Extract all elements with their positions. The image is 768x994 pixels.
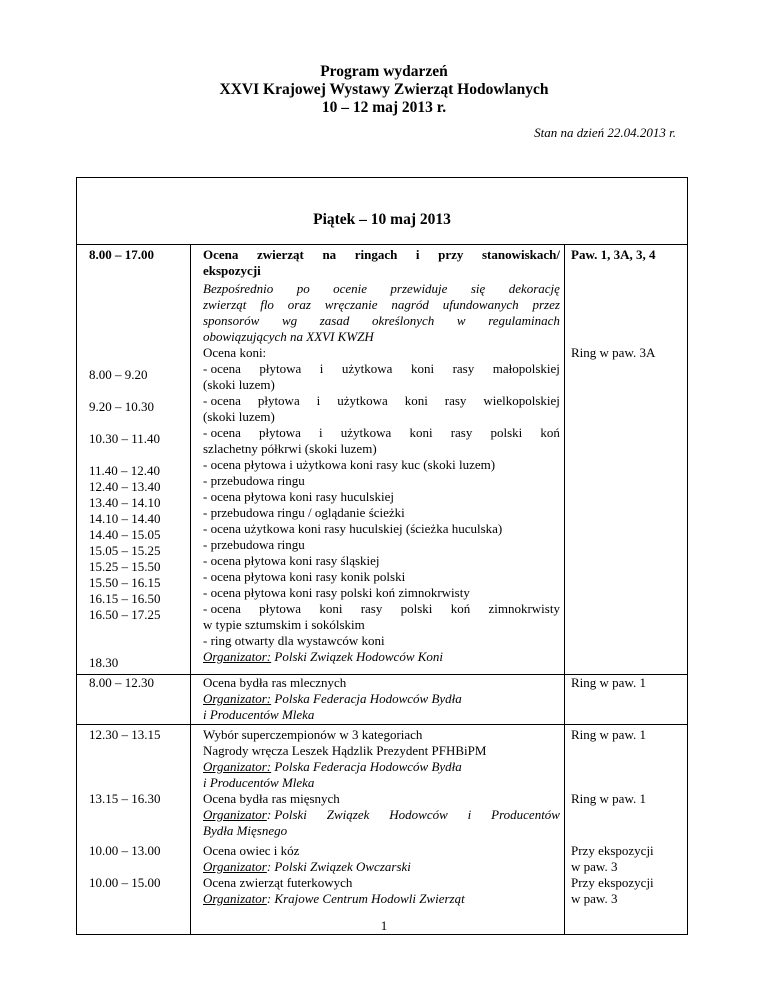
row-title: Ocena zwierząt na ringach i przy stanowiskach/ ekspozycji [203, 247, 560, 278]
organizer: Organizator: Polski Związek Hodowców i Producentów [203, 807, 560, 822]
organizer: Organizator: Polski Związek Owczarski [203, 859, 411, 874]
row-event: Wybór superczempionów w 3 kategoriach Nagrody wręcza Leszek Hądzlik Prezydent PFHBiPM Organizator: Polska Federacja Hodowców Bydła i Producentów Mleka [203, 727, 487, 790]
organizer: Organizator: Polski Związek Hodowców Koni [203, 649, 444, 664]
row-time: 10.00 – 15.00 [89, 875, 161, 890]
horses-time: 16.15 – 16.50 [89, 591, 161, 606]
horses-title: Ocena koni: [203, 345, 267, 360]
day-title: Piątek – 10 maj 2013 [77, 178, 687, 245]
row-location: Ring w paw. 1 [571, 727, 646, 742]
status-date: Stan na dzień 22.04.2013 r. [534, 125, 676, 140]
title-line-2: XXVI Krajowej Wystawy Zwierząt Hodowlanych [219, 81, 549, 98]
horses-time: 18.30 [89, 655, 119, 670]
row-location: Ring w paw. 1 [571, 675, 646, 690]
schedule-body [77, 245, 687, 934]
row-time: 10.00 – 13.00 [89, 843, 161, 858]
row-time: 12.30 – 13.15 [89, 727, 161, 742]
row-location: Ring w paw. 1 [571, 791, 646, 806]
row-location: Przy ekspozycji w paw. 3 [571, 843, 654, 874]
schedule-table [76, 177, 688, 935]
horses-time: 8.00 – 9.20 [89, 367, 148, 382]
row-event: Ocena bydła ras mięsnych Organizator: Polski Związek Hodowców i Producentów Bydła Mięsnego [203, 791, 560, 838]
organizer: Organizator: Polska Federacja Hodowców Bydła [203, 691, 462, 706]
horses-time: 15.25 – 15.50 [89, 559, 161, 574]
organizer: Organizator: Polska Federacja Hodowców Bydła [203, 759, 462, 774]
horses-time: 15.05 – 15.25 [89, 543, 161, 558]
row-event: Ocena bydła ras mlecznych Organizator: Polska Federacja Hodowców Bydła i Producentów Mleka [203, 675, 462, 722]
horses-time: 11.40 – 12.40 [89, 463, 161, 478]
row-event: Ocena owiec i kóz Organizator: Polski Związek Owczarski [203, 843, 411, 874]
horses-time: 12.40 – 13.40 [89, 479, 161, 494]
horses-location: Ring w paw. 3A [571, 345, 656, 360]
column-divider [190, 245, 191, 934]
document-title [0, 63, 768, 117]
organizer: Organizator: Krajowe Centrum Hodowli Zwierząt [203, 891, 465, 906]
row-time: 8.00 – 17.00 [89, 247, 154, 262]
horses-time: 15.50 – 16.15 [89, 575, 161, 590]
row-location: Paw. 1, 3A, 3, 4 [571, 247, 656, 262]
horses-time: 10.30 – 11.40 [89, 431, 161, 446]
horses-time: 14.40 – 15.05 [89, 527, 161, 542]
row-time: 8.00 – 12.30 [89, 675, 154, 690]
row-divider [77, 724, 687, 725]
horses-time: 14.10 – 14.40 [89, 511, 161, 526]
horses-time: 13.40 – 14.10 [89, 495, 161, 510]
row-event: Ocena zwierząt futerkowych Organizator: Krajowe Centrum Hodowli Zwierząt [203, 875, 465, 906]
column-divider [564, 245, 565, 934]
page-number: 1 [380, 918, 388, 933]
title-line-3: 10 – 12 maj 2013 r. [321, 99, 447, 116]
row-time: 13.15 – 16.30 [89, 791, 161, 806]
row-location: Przy ekspozycji w paw. 3 [571, 875, 654, 906]
title-line-1: Program wydarzeń [320, 63, 448, 80]
horses-time: 16.50 – 17.25 [89, 607, 161, 622]
horses-time: 9.20 – 10.30 [89, 399, 154, 414]
row-note: Bezpośrednio po ocenie przewiduje się dekorację zwierząt flo oraz wręczanie nagród ufundowanych przez sponsorów wg zasad określonych w regulaminach obowiązujących na XXVI KWZH [203, 281, 560, 344]
horses-event: - ocena płytowa i użytkowa koni rasy małopolskiej (skoki luzem) - ocena płytowa i użytkowa koni rasy wielkopolskiej (skoki luzem) - ocena płytowa i użytkowa koni rasy polski koń szlachetny półkrwi (skoki luzem) - ocena płytowa i użytkowa koni rasy kuc (skoki luzem) - przebudowa ringu - ocena płytowa koni rasy huculskiej - przebudowa ringu / oglądanie ścieżki - ocena użytkowa koni rasy huculskiej (ścieżka huculska) - przebudowa ringu - ocena płytowa koni rasy śląskiej - ocena płytowa koni rasy konik polski - ocena płytowa koni rasy polski koń zimnokrwisty - ocena płytowa koni rasy polski koń zimnokrwisty w typie sztumskim i sokólskim - ring otwarty dla wystawców koni Organizator: Polski Związek Hodowców Koni [203, 361, 560, 664]
